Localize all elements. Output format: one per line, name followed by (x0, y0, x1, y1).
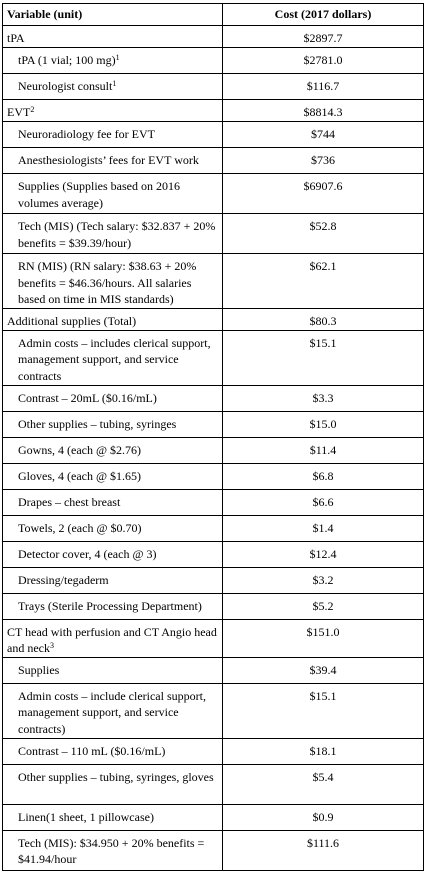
table-row (3, 26, 424, 48)
row-cost-cell: $0.9 (223, 804, 424, 830)
row-cost-cell: $2781.0 (223, 48, 424, 74)
table-row (3, 411, 424, 437)
row-variable-label: Tech (MIS) (Tech salary: $32.837 + 20% benefits = $39.39/hour) (18, 219, 216, 250)
row-cost-cell: $80.3 (223, 308, 424, 330)
row-variable-label: Neuroradiology fee for EVT (18, 127, 155, 141)
row-variable-cell (3, 385, 223, 411)
row-cost-cell: $15.0 (223, 411, 424, 437)
row-variable-cell (3, 100, 223, 122)
table-row (3, 764, 424, 804)
row-variable-cell (3, 214, 223, 254)
row-cost-cell: $15.1 (223, 330, 424, 385)
row-variable-label: Additional supplies (Total) (7, 313, 137, 328)
row-variable-cell (3, 830, 223, 870)
row-cost-cell: $736 (223, 148, 424, 174)
row-cost-cell: $111.6 (223, 830, 424, 870)
row-cost-cell: $5.4 (223, 764, 424, 804)
row-variable-label: CT head with perfusion and CT Angio head and neck (7, 624, 217, 655)
row-cost-cell: $11.4 (223, 437, 424, 463)
table-row (3, 619, 424, 657)
row-variable-cell (3, 463, 223, 489)
table-row (3, 541, 424, 567)
row-cost-cell: $116.7 (223, 74, 424, 100)
row-variable-cell (3, 515, 223, 541)
row-cost-cell: $6907.6 (223, 174, 424, 214)
table-row (3, 593, 424, 619)
row-variable-cell (3, 804, 223, 830)
table-row (3, 385, 424, 411)
row-variable-label: Supplies (18, 662, 60, 677)
footnote-marker: 3 (49, 641, 54, 650)
table-row (3, 804, 424, 830)
row-variable-label: Gowns, 4 (each @ $2.76) (18, 442, 142, 457)
table-row (3, 489, 424, 515)
row-cost-cell: $39.4 (223, 657, 424, 683)
row-cost-cell: $151.0 (223, 619, 424, 657)
table-row (3, 122, 424, 148)
table-row (3, 174, 424, 214)
row-cost-cell: $1.4 (223, 515, 424, 541)
table-row (3, 74, 424, 100)
row-cost-cell: $15.1 (223, 683, 424, 738)
header-variable: Variable (unit) (3, 4, 223, 26)
row-variable-cell (3, 308, 223, 330)
row-variable-label: Anesthesiologists’ fees for EVT work (18, 153, 199, 167)
row-cost-cell: $3.2 (223, 567, 424, 593)
row-cost-cell: $5.2 (223, 593, 424, 619)
row-cost-cell: $62.1 (223, 254, 424, 309)
row-variable-label: Drapes – chest breast (18, 494, 121, 509)
table-row (3, 515, 424, 541)
footnote-marker: 1 (112, 79, 117, 88)
table-row (3, 330, 424, 385)
row-variable-cell (3, 437, 223, 463)
header-cost: Cost (2017 dollars) (223, 4, 424, 26)
row-variable-cell (3, 122, 223, 148)
row-variable-label: Neurologist consult (18, 79, 113, 93)
table-row (3, 567, 424, 593)
row-variable-label: tPA (7, 31, 25, 45)
row-variable-label: Other supplies – tubing, syringes (18, 416, 177, 431)
row-variable-label: Detector cover, 4 (each @ 3) (18, 546, 157, 561)
row-cost-cell: $3.3 (223, 385, 424, 411)
table-row (3, 100, 424, 122)
row-cost-cell: $2897.7 (223, 26, 424, 48)
row-variable-label: Contrast – 110 mL ($0.16/mL) (18, 743, 166, 758)
table-row (3, 308, 424, 330)
table-body (3, 26, 424, 871)
table-header-row (3, 4, 424, 26)
row-variable-label: Linen(1 sheet, 1 pillowcase) (18, 809, 154, 824)
row-variable-label: Tech (MIS): $34.950 + 20% benefits = $41.94/hour (18, 835, 205, 866)
row-cost-cell: $8814.3 (223, 100, 424, 122)
table-row (3, 214, 424, 254)
row-variable-label: Contrast – 20mL ($0.16/mL) (18, 390, 157, 405)
cost-table (2, 3, 424, 871)
table-row (3, 437, 424, 463)
table-row (3, 683, 424, 738)
row-variable-label: Towels, 2 (each @ $0.70) (18, 520, 142, 535)
table-row (3, 738, 424, 764)
row-cost-cell: $12.4 (223, 541, 424, 567)
row-cost-cell: $6.8 (223, 463, 424, 489)
table-row (3, 254, 424, 309)
table-row (3, 830, 424, 870)
row-cost-cell: $18.1 (223, 738, 424, 764)
row-variable-cell (3, 541, 223, 567)
row-variable-cell (3, 411, 223, 437)
row-variable-label: Admin costs – includes clerical support, management support, and service contracts (18, 335, 211, 383)
row-variable-cell (3, 148, 223, 174)
table-row (3, 657, 424, 683)
row-variable-label: Dressing/tegaderm (18, 572, 109, 587)
row-variable-label: Trays (Sterile Processing Department) (18, 598, 202, 613)
row-variable-label: Gloves, 4 (each @ $1.65) (18, 468, 142, 483)
table-row (3, 463, 424, 489)
row-variable-label: EVT (7, 105, 31, 119)
row-variable-cell (3, 74, 223, 100)
row-variable-cell (3, 26, 223, 48)
footnote-marker: 1 (115, 53, 120, 62)
row-variable-cell (3, 593, 223, 619)
row-variable-label: Supplies (Supplies based on 2016 volumes average) (18, 179, 180, 210)
row-variable-cell (3, 764, 223, 804)
row-variable-label: RN (MIS) (RN salary: $38.63 + 20% benefits = $46.36/hours. All salaries based on time in MIS standards) (18, 259, 197, 306)
row-cost-cell: $744 (223, 122, 424, 148)
row-variable-cell (3, 567, 223, 593)
table-row (3, 148, 424, 174)
row-variable-cell (3, 657, 223, 683)
table-row (3, 48, 424, 74)
row-variable-cell (3, 738, 223, 764)
row-cost-cell: $52.8 (223, 214, 424, 254)
row-cost-cell: $6.6 (223, 489, 424, 515)
row-variable-cell (3, 48, 223, 74)
row-variable-cell (3, 254, 223, 309)
row-variable-cell (3, 174, 223, 214)
row-variable-cell (3, 489, 223, 515)
row-variable-cell (3, 619, 223, 657)
row-variable-label: Other supplies – tubing, syringes, gloves (18, 769, 214, 784)
footnote-marker: 2 (30, 105, 35, 114)
row-variable-cell (3, 683, 223, 738)
row-variable-label: Admin costs – include clerical support, management support, and service contracts) (18, 688, 206, 736)
row-variable-cell (3, 330, 223, 385)
row-variable-label: tPA (1 vial; 100 mg) (18, 53, 116, 67)
